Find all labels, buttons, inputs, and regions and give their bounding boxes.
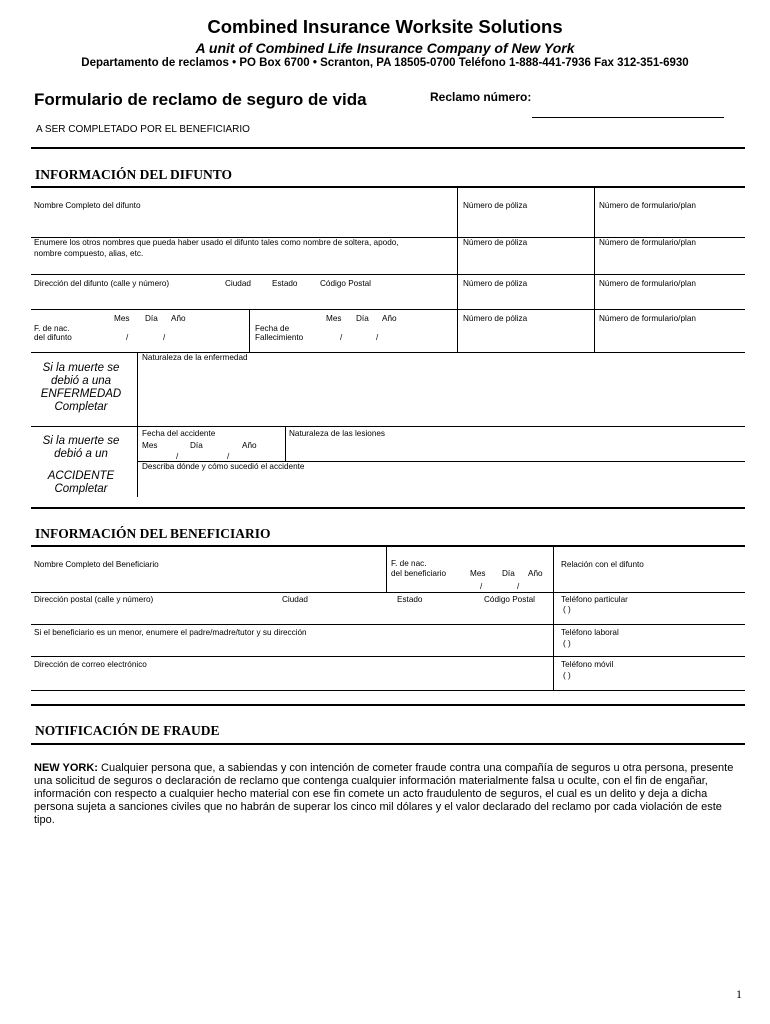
mail-address-label: Dirección postal (calle y número): [34, 595, 154, 604]
accident-month-label: Mes: [142, 441, 158, 450]
accident-year-label: Año: [242, 441, 257, 450]
deceased-dob-label-2: del difunto: [34, 333, 72, 342]
completion-note: A SER COMPLETADO POR EL BENEFICIARIO: [36, 124, 250, 135]
home-phone-label: Teléfono particular: [561, 595, 628, 604]
grid-line: [285, 426, 286, 461]
accident-describe-label: Describa dónde y cómo sucedió el accidente: [142, 462, 305, 471]
company-name: Combined Insurance Worksite Solutions: [207, 16, 563, 37]
grid-line: [594, 187, 595, 352]
claim-number-label: Reclamo número:: [430, 90, 532, 104]
deceased-full-name-label: Nombre Completo del difunto: [34, 201, 141, 210]
grid-line: [31, 309, 745, 310]
death-date-label: Fecha de: [255, 324, 290, 333]
policy-number-label: Número de póliza: [463, 201, 528, 210]
plan-number-label: Número de formulario/plan: [599, 238, 696, 247]
work-phone-label: Teléfono laboral: [561, 628, 619, 637]
relationship-label: Relación con el difunto: [561, 560, 644, 569]
beneficiary-dob-label: F. de nac.: [391, 559, 427, 568]
form-title: Formulario de reclamo de seguro de vida: [34, 90, 367, 109]
date-slash: /: [126, 333, 129, 342]
dob-month-label: Mes: [114, 314, 130, 323]
death-day-label: Día: [356, 314, 369, 323]
death-month-label: Mes: [326, 314, 342, 323]
fraud-state: NEW YORK:: [34, 762, 98, 774]
grid-line: [31, 592, 745, 593]
home-phone-field[interactable]: ( ): [563, 605, 571, 614]
death-year-label: Año: [382, 314, 397, 323]
grid-line: [31, 426, 745, 427]
policy-number-label: Número de póliza: [463, 314, 528, 323]
grid-line: [31, 352, 745, 353]
beneficiary-name-label: Nombre Completo del Beneficiario: [34, 560, 159, 569]
grid-line: [457, 187, 458, 352]
section-rule: [31, 186, 745, 188]
plan-number-label: Número de formulario/plan: [599, 314, 696, 323]
illness-instruction: Si la muerte se debió a una ENFERMEDAD Completar: [40, 362, 122, 413]
beneficiary-zip-label: Código Postal: [484, 595, 535, 604]
beneficiary-dob-label-2: del beneficiario: [391, 569, 447, 578]
claim-number-field[interactable]: [532, 117, 724, 118]
grid-line: [386, 546, 387, 592]
page-number: 1: [736, 987, 742, 1001]
date-slash: /: [176, 452, 179, 461]
section-rule: [31, 507, 745, 509]
deceased-heading: INFORMACIÓN DEL DIFUNTO: [35, 167, 233, 182]
accident-date-label: Fecha del accidente: [142, 429, 216, 438]
policy-number-label: Número de póliza: [463, 238, 528, 247]
section-rule: [31, 545, 745, 547]
date-slash: /: [517, 582, 520, 591]
grid-line: [553, 546, 554, 690]
injury-nature-label: Naturaleza de las lesiones: [289, 429, 386, 438]
date-slash: /: [227, 452, 230, 461]
mobile-phone-field[interactable]: ( ): [563, 671, 571, 680]
other-names-label-2: nombre compuesto, alias, etc.: [34, 249, 144, 258]
grid-line: [31, 274, 745, 275]
section-rule: [31, 743, 745, 745]
plan-number-label: Número de formulario/plan: [599, 201, 696, 210]
other-names-label: Enumere los otros nombres que pueda haber usado el difunto tales como nombre de soltera, apodo,: [34, 238, 399, 247]
dob-day-label: Día: [145, 314, 158, 323]
dob-year-label: Año: [171, 314, 186, 323]
deceased-zip-label: Código Postal: [320, 279, 371, 288]
date-slash: /: [480, 582, 483, 591]
grid-line: [31, 624, 745, 625]
fraud-notice: [34, 762, 744, 827]
grid-line: [249, 310, 250, 352]
email-label: Dirección de correo electrónico: [34, 660, 147, 669]
beneficiary-state-label: Estado: [397, 595, 423, 604]
grid-line: [31, 690, 745, 691]
date-slash: /: [376, 333, 379, 342]
accident-instruction: Si la muerte se debió a un: [42, 435, 120, 460]
death-date-label-2: Fallecimiento: [255, 333, 304, 342]
beneficiary-month-label: Mes: [470, 569, 486, 578]
fraud-text: Cualquier persona que, a sabiendas y con intención de cometer fraude contra una compañía de seguros u otra persona, presente una solicitud de seguros o declaración de reclamo que contenga cualquier información materialmente falsa u oculte, con el fin de engañar, información con respecto a cualquier hecho material con ese fin comete un acto fraudulento de seguros, el cual es un delito y deja a dicha persona sujeta a sanciones civiles que no habrán de superar los cinco mil dólares y el valor declarado del reclamo por cada violación de este tipo.: [34, 762, 734, 826]
date-slash: /: [340, 333, 343, 342]
deceased-city-label: Ciudad: [225, 279, 251, 288]
minor-guardian-label: Si el beneficiario es un menor, enumere el padre/madre/tutor y su dirección: [34, 628, 307, 637]
mobile-phone-label: Teléfono móvil: [561, 660, 614, 669]
deceased-state-label: Estado: [272, 279, 298, 288]
accident-instruction-2: ACCIDENTE Completar: [47, 470, 115, 495]
grid-line: [31, 656, 745, 657]
work-phone-field[interactable]: ( ): [563, 639, 571, 648]
plan-number-label: Número de formulario/plan: [599, 279, 696, 288]
accident-day-label: Día: [190, 441, 203, 450]
grid-line: [137, 352, 138, 497]
illness-nature-label: Naturaleza de la enfermedad: [142, 353, 248, 362]
beneficiary-year-label: Año: [528, 569, 543, 578]
deceased-dob-label: F. de nac.: [34, 324, 70, 333]
section-rule: [31, 147, 745, 149]
fraud-heading: NOTIFICACIÓN DE FRAUDE: [35, 723, 220, 738]
contact-info: Departamento de reclamos • PO Box 6700 • Scranton, PA 18505-0700 Teléfono 1-888-441-7936 Fax 312-351-6930: [81, 57, 689, 69]
policy-number-label: Número de póliza: [463, 279, 528, 288]
beneficiary-day-label: Día: [502, 569, 515, 578]
date-slash: /: [163, 333, 166, 342]
company-subtitle: A unit of Combined Life Insurance Company of New York: [195, 40, 575, 56]
section-rule: [31, 704, 745, 706]
beneficiary-city-label: Ciudad: [282, 595, 308, 604]
beneficiary-heading: INFORMACIÓN DEL BENEFICIARIO: [35, 526, 271, 541]
deceased-address-label: Dirección del difunto (calle y número): [34, 279, 170, 288]
